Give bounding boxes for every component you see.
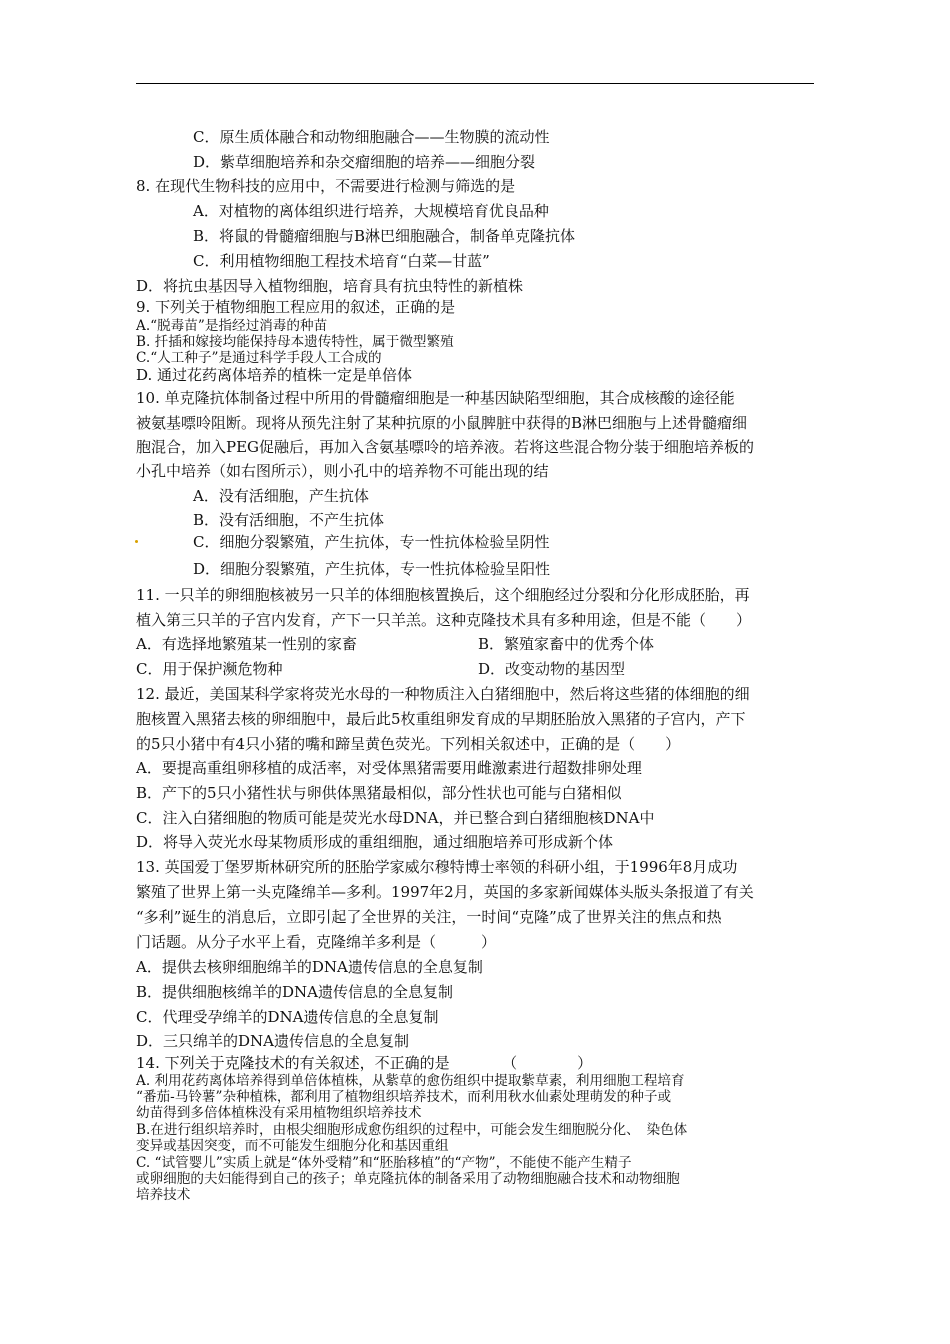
option-line: B．将鼠的骨髓瘤细胞与B淋巴细胞融合，制备单克隆抗体: [193, 227, 576, 245]
question-text: 植入第三只羊的子宫内发育，产下一只羊羔。这种克隆技术具有多种用途，但是不能（ ）: [136, 611, 752, 629]
option-line: A. 利用花药离体培养得到单倍体植株，从紫草的愈伤组织中提取紫草素，利用细胞工程培育: [136, 1073, 685, 1089]
option-line: A．提供去核卵细胞绵羊的DNA遗传信息的全息复制: [136, 958, 483, 976]
option-line: D．三只绵羊的DNA遗传信息的全息复制: [136, 1032, 410, 1050]
option-line: D．紫草细胞培养和杂交瘤细胞的培养——细胞分裂: [193, 153, 536, 171]
question-12: 12. 最近，美国某科学家将荧光水母的一种物质注入白猪细胞中，然后将这些猪的体细胞的细: [136, 685, 750, 703]
option-line: 幼苗得到多倍体植株没有采用植物组织培养技术: [136, 1105, 422, 1121]
option-line: D．细胞分裂繁殖，产生抗体，专一性抗体检验呈阳性: [193, 560, 551, 578]
option-line: A．要提高重组卵移植的成活率，对受体黑猪需要用雌激素进行超数排卵处理: [136, 759, 642, 777]
option-line: B．繁殖家畜中的优秀个体: [478, 635, 655, 653]
question-text: 胞核置入黑猪去核的卵细胞中，最后此5枚重组卵发育成的早期胚胎放入黑猪的子宫内，产下: [136, 710, 746, 728]
option-line: A．没有活细胞，产生抗体: [193, 487, 369, 505]
question-8: 8. 在现代生物科技的应用中，不需要进行检测与筛选的是: [136, 177, 516, 195]
option-line: “番茄-马铃薯”杂种植株，都利用了植物组织培养技术，而利用秋水仙素处理萌发的种子或: [136, 1089, 672, 1105]
option-line: B．提供细胞核绵羊的DNA遗传信息的全息复制: [136, 983, 454, 1001]
question-13: 13. 英国爱丁堡罗斯林研究所的胚胎学家威尔穆特博士率领的科研小组，于1996年8月成功: [136, 858, 738, 876]
option-line: A.“脱毒苗”是指经过消毒的种苗: [136, 318, 328, 334]
option-line: C.“人工种子”是通过科学手段人工合成的: [136, 350, 382, 366]
option-line: C．代理受孕绵羊的DNA遗传信息的全息复制: [136, 1008, 439, 1026]
question-text: 胞混合，加入PEG促融后，再加入含氨基嘌呤的培养液。若将这些混合物分装于细胞培养板的: [136, 438, 755, 456]
option-line: A．有选择地繁殖某一性别的家畜: [136, 635, 357, 653]
option-line: D. 通过花药离体培养的植株一定是单倍体: [136, 366, 413, 384]
question-text: 的5只小猪中有4只小猪的嘴和蹄呈黄色荧光。下列相关叙述中，正确的是（ ）: [136, 735, 681, 753]
header-rule: [136, 83, 814, 84]
option-line: C．用于保护濒危物种: [136, 660, 283, 678]
option-line: B．没有活细胞，不产生抗体: [193, 511, 385, 529]
option-line: D．改变动物的基因型: [478, 660, 626, 678]
question-11: 11. 一只羊的卵细胞核被另一只羊的体细胞核置换后，这个细胞经过分裂和分化形成胚胎，再: [136, 586, 750, 604]
option-line: C. “试管婴儿”实质上就是“体外受精”和“胚胎移植”的“产物”，不能使不能产生精子: [136, 1155, 632, 1171]
option-line: B.在进行组织培养时，由根尖细胞形成愈伤组织的过程中，可能会发生细胞脱分化、 染色体: [136, 1122, 688, 1138]
option-line: C．注入白猪细胞的物质可能是荧光水母DNA，并已整合到白猪细胞核DNA中: [136, 809, 655, 827]
option-line: C．细胞分裂繁殖，产生抗体，专一性抗体检验呈阴性: [193, 533, 550, 551]
option-line: 或卵细胞的夫妇能得到自己的孩子；单克隆抗体的制备采用了动物细胞融合技术和动物细胞: [136, 1171, 680, 1187]
option-line: D．将导入荧光水母某物质形成的重组细胞，通过细胞培养可形成新个体: [136, 833, 614, 851]
option-line: C．原生质体融合和动物细胞融合——生物膜的流动性: [193, 128, 550, 146]
question-text: 门话题。从分子水平上看，克隆绵羊多利是（ ）: [136, 933, 497, 951]
option-line: B．产下的5只小猪性状与卵供体黑猪最相似，部分性状也可能与白猪相似: [136, 784, 622, 802]
question-10: 10. 单克隆抗体制备过程中所用的骨髓瘤细胞是一种基因缺陷型细胞，其合成核酸的途径能: [136, 389, 735, 407]
question-9: 9. 下列关于植物细胞工程应用的叙述，正确的是: [136, 298, 456, 316]
option-line: 变异或基因突变，而不可能发生细胞分化和基因重组: [136, 1138, 449, 1154]
question-14: 14. 下列关于克隆技术的有关叙述，不正确的是 （ ）: [136, 1054, 593, 1072]
question-text: 被氨基嘌呤阻断。现将从预先注射了某种抗原的小鼠脾脏中获得的B淋巴细胞与上述骨髓瘤细: [136, 414, 748, 432]
question-text: 繁殖了世界上第一头克隆绵羊—多利。1997年2月，英国的多家新闻媒体头版头条报道了有关: [136, 883, 754, 901]
option-line: A．对植物的离体组织进行培养，大规模培育优良品种: [193, 202, 549, 220]
option-line: D．将抗虫基因导入植物细胞，培育具有抗虫特性的新植株: [136, 277, 524, 295]
question-text: “多利”诞生的消息后，立即引起了全世界的关注，一时间“克隆”成了世界关注的焦点和热: [136, 908, 722, 926]
option-line: 培养技术: [136, 1187, 191, 1203]
stray-mark: [135, 540, 138, 543]
option-line: B. 扦插和嫁接均能保持母本遗传特性，属于微型繁殖: [136, 334, 454, 350]
question-text: 小孔中培养（如右图所示），则小孔中的培养物不可能出现的结: [136, 462, 549, 480]
option-line: C．利用植物细胞工程技术培育“白菜—甘蓝”: [193, 252, 490, 270]
